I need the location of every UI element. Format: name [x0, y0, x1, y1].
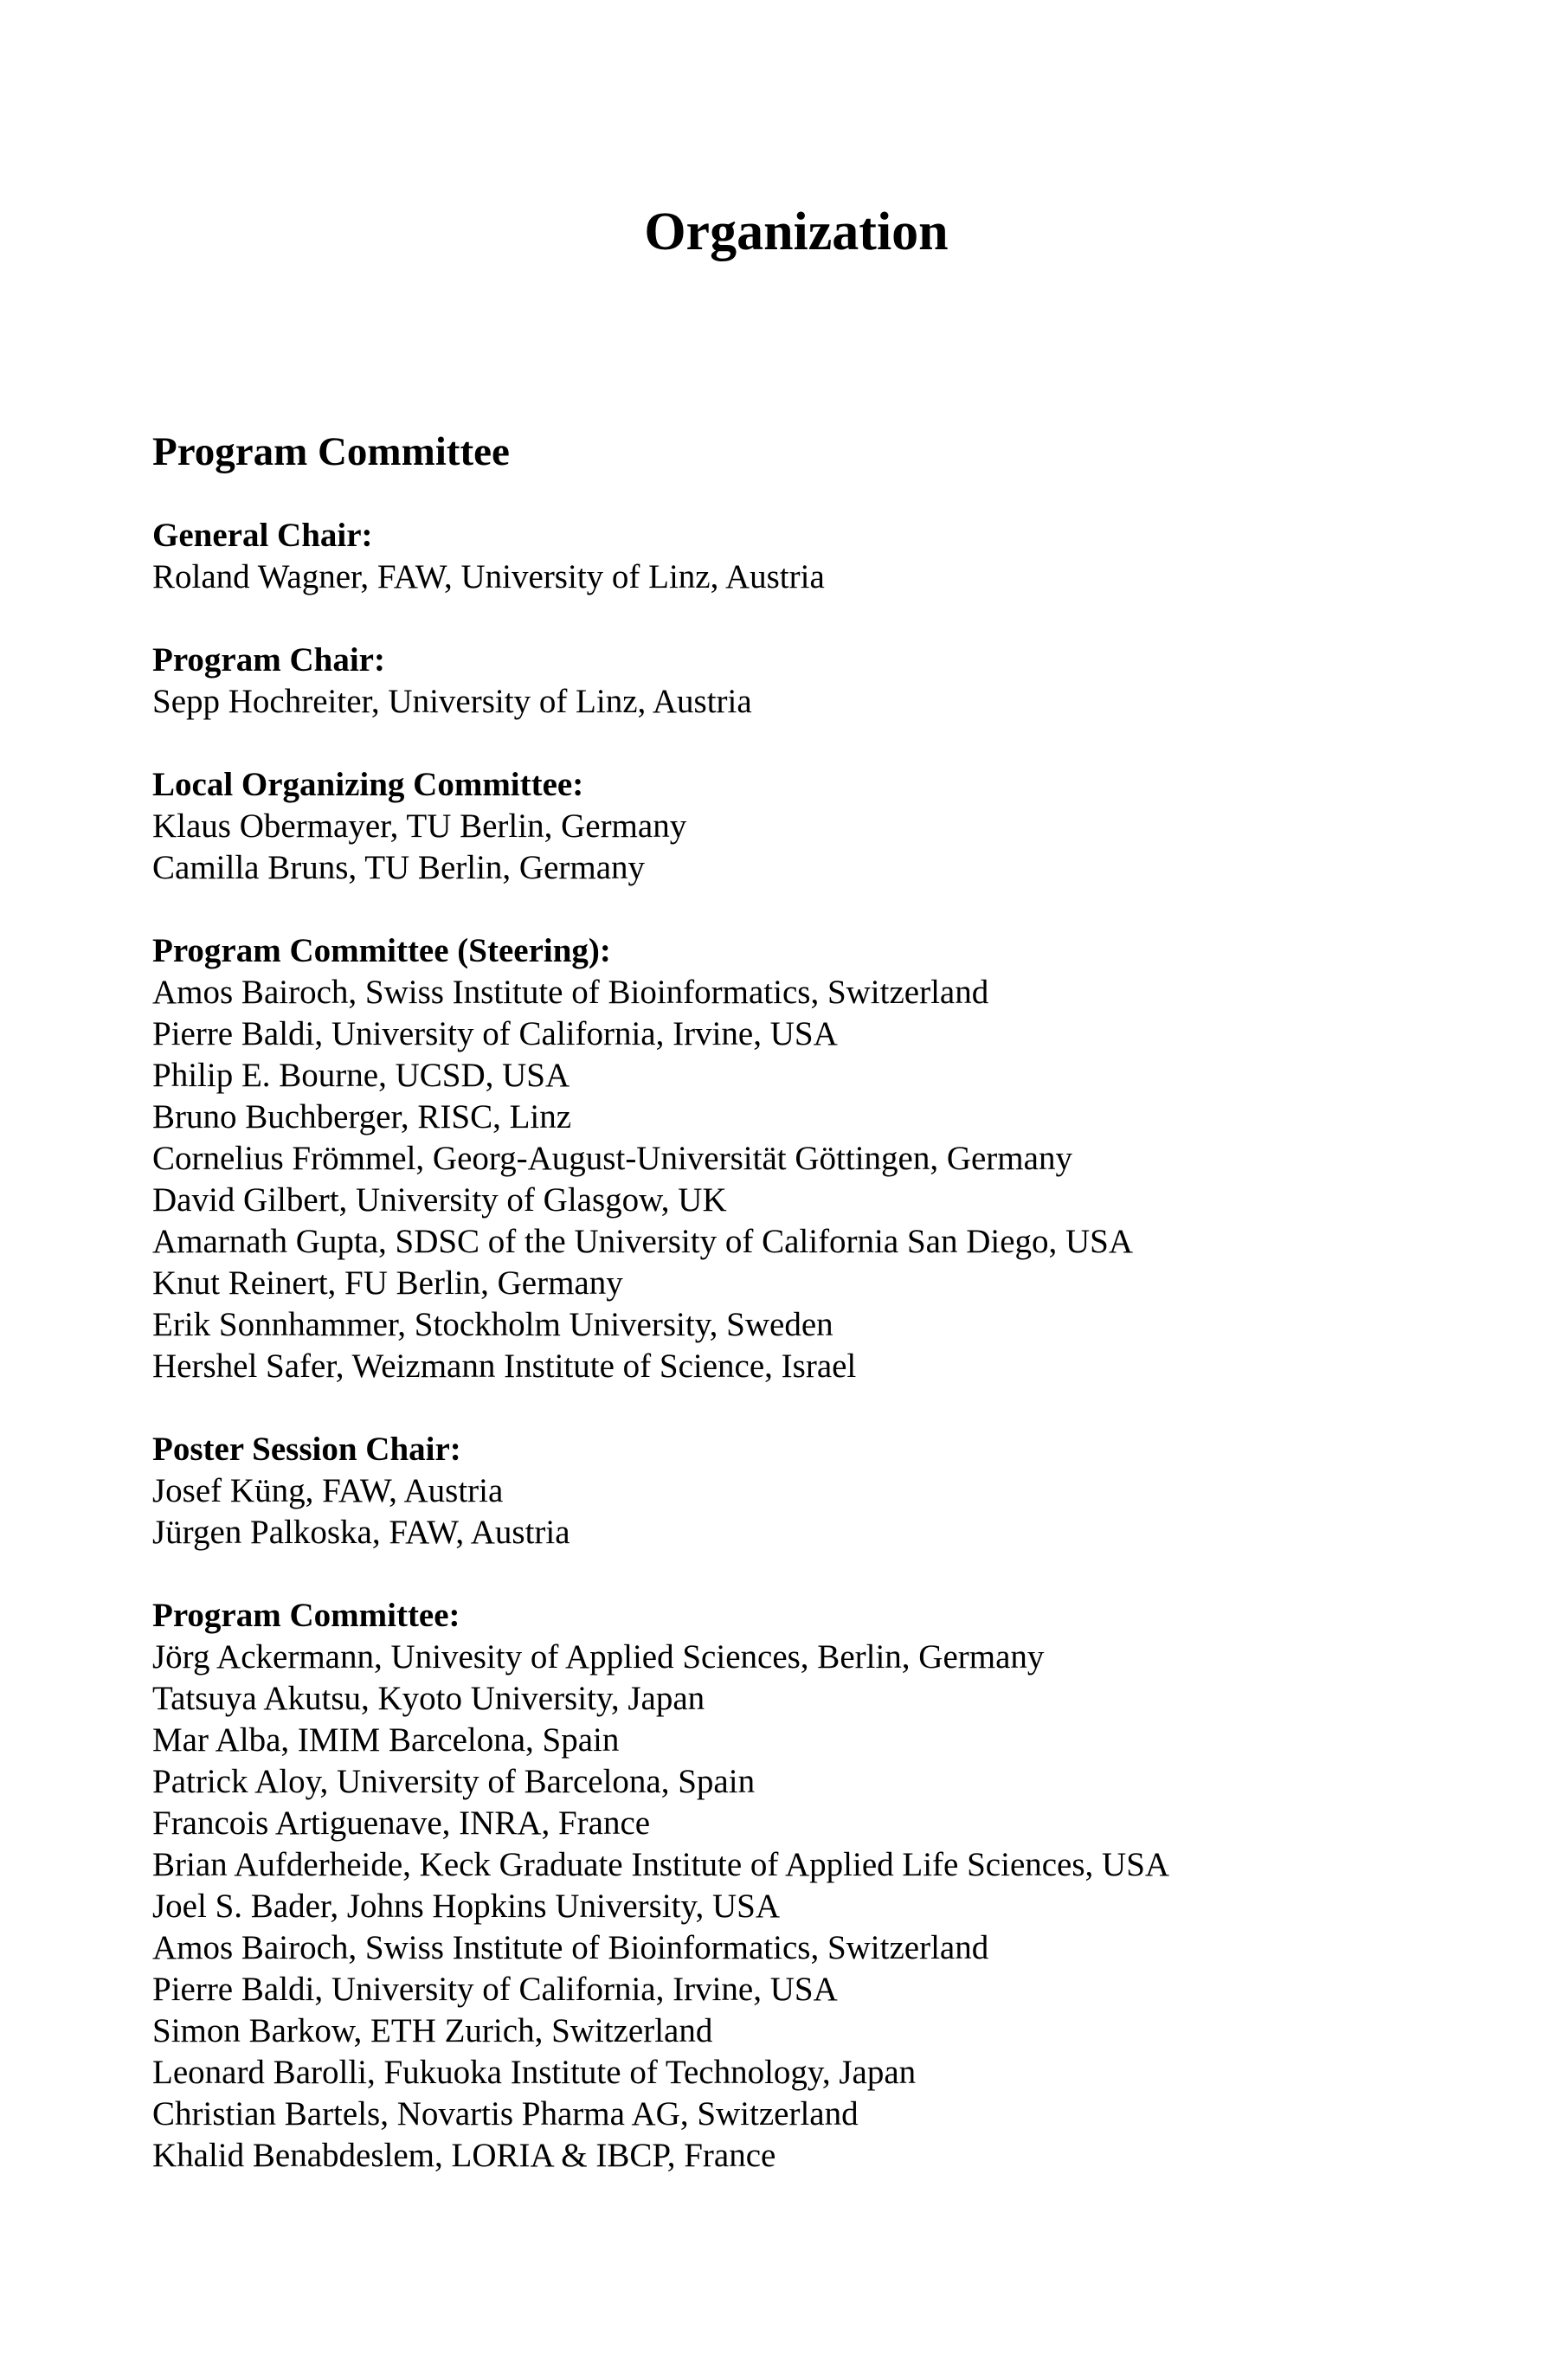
committee-member: Pierre Baldi, University of California, Irvine, USA — [152, 1971, 838, 2008]
group-title: Local Organizing Committee: — [152, 766, 584, 803]
committee-member: Patrick Aloy, University of Barcelona, Spain — [152, 1763, 756, 1800]
group-title: Program Committee: — [152, 1597, 460, 1634]
committee-member: David Gilbert, University of Glasgow, UK — [152, 1181, 727, 1219]
page-title: Organization — [644, 203, 949, 261]
committee-member: Sepp Hochreiter, University of Linz, Austria — [152, 683, 752, 720]
group-program-committee-steering — [152, 930, 1503, 1387]
committee-member: Bruno Buchberger, RISC, Linz — [152, 1098, 572, 1135]
committee-member: Jörg Ackermann, Univesity of Applied Sciences, Berlin, Germany — [152, 1638, 1045, 1676]
committee-member: Camilla Bruns, TU Berlin, Germany — [152, 849, 646, 886]
committee-member: Brian Aufderheide, Keck Graduate Institute of Applied Life Sciences, USA — [152, 1846, 1170, 1883]
committee-member: Cornelius Frömmel, Georg-August-Universität Göttingen, Germany — [152, 1140, 1072, 1177]
committee-member: Pierre Baldi, University of California, Irvine, USA — [152, 1015, 838, 1052]
committee-member: Klaus Obermayer, TU Berlin, Germany — [152, 807, 687, 845]
committee-member: Amarnath Gupta, SDSC of the University of California San Diego, USA — [152, 1223, 1134, 1260]
group-poster-session-chair — [152, 1429, 1503, 1553]
section-heading: Program Committee — [152, 429, 510, 474]
group-title: Program Committee (Steering): — [152, 932, 611, 969]
group-general-chair — [152, 515, 1503, 598]
committee-member: Tatsuya Akutsu, Kyoto University, Japan — [152, 1680, 705, 1717]
committee-member: Leonard Barolli, Fukuoka Institute of Technology, Japan — [152, 2054, 917, 2091]
committee-member: Francois Artiguenave, INRA, France — [152, 1804, 651, 1842]
committee-member: Amos Bairoch, Swiss Institute of Bioinformatics, Switzerland — [152, 974, 989, 1011]
committee-member: Knut Reinert, FU Berlin, Germany — [152, 1264, 623, 1302]
group-title: General Chair: — [152, 517, 373, 554]
group-title: Program Chair: — [152, 641, 385, 679]
committee-member: Simon Barkow, ETH Zurich, Switzerland — [152, 2012, 713, 2049]
committee-member: Joel S. Bader, Johns Hopkins University, USA — [152, 1888, 780, 1925]
group-local-organizing-committee — [152, 764, 1503, 889]
group-title: Poster Session Chair: — [152, 1431, 461, 1468]
committee-member: Hershel Safer, Weizmann Institute of Science, Israel — [152, 1348, 857, 1385]
committee-member: Khalid Benabdeslem, LORIA & IBCP, France — [152, 2137, 776, 2174]
committee-member: Christian Bartels, Novartis Pharma AG, Switzerland — [152, 2095, 859, 2132]
committee-member: Jürgen Palkoska, FAW, Austria — [152, 1514, 570, 1551]
group-program-chair — [152, 640, 1503, 723]
committee-member: Erik Sonnhammer, Stockholm University, Sweden — [152, 1306, 833, 1343]
group-program-committee — [152, 1595, 1503, 2177]
page-content — [152, 421, 1503, 2218]
committee-member: Roland Wagner, FAW, University of Linz, Austria — [152, 558, 825, 595]
committee-member: Philip E. Bourne, UCSD, USA — [152, 1057, 570, 1094]
committee-member: Mar Alba, IMIM Barcelona, Spain — [152, 1721, 620, 1759]
committee-member: Amos Bairoch, Swiss Institute of Bioinformatics, Switzerland — [152, 1929, 989, 1966]
committee-member: Josef Küng, FAW, Austria — [152, 1472, 504, 1509]
